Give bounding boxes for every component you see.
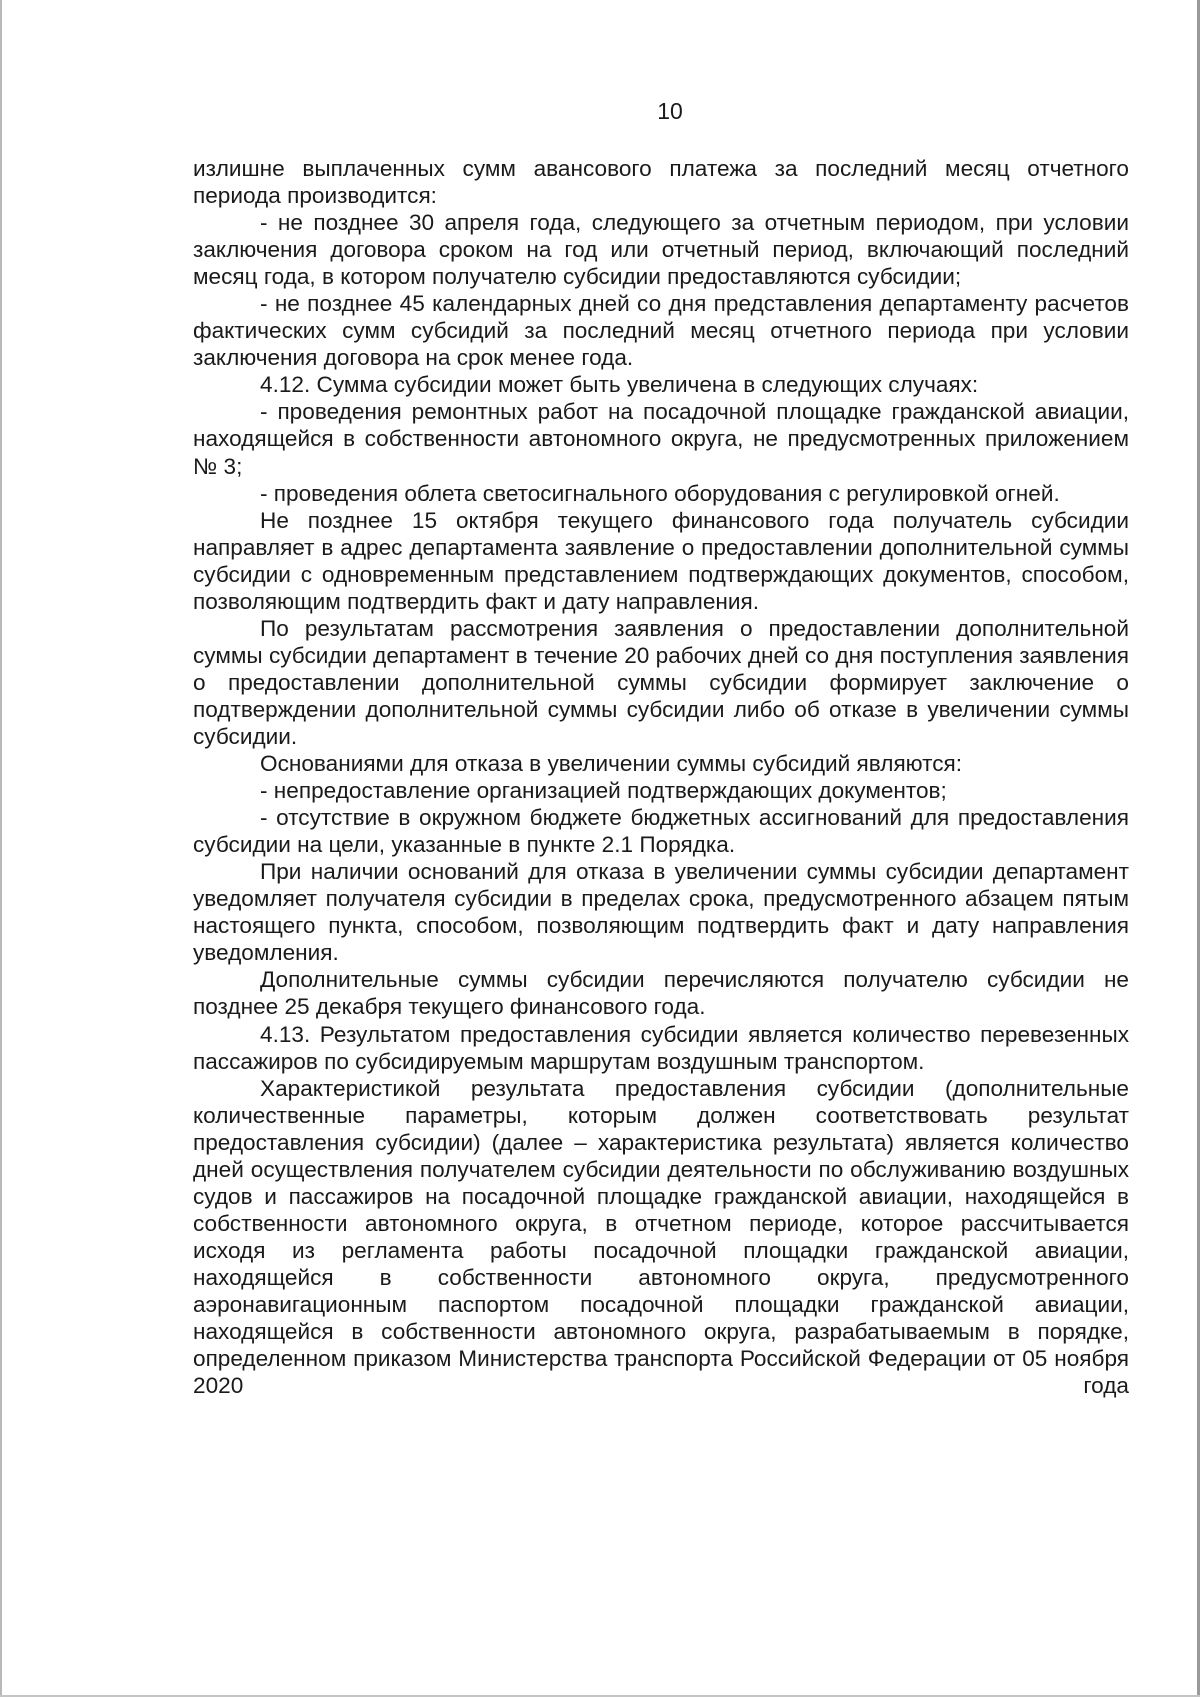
- paragraph-continuation: излишне выплаченных сумм авансового платежа за последний месяц отчетного периода производится:: [193, 156, 1129, 209]
- paragraph-deadline-45-days: - не позднее 45 календарных дней со дня представления департаменту расчетов фактических сумм субсидий за последний месяц отчетного периода при условии заключения договора на срок менее года.: [193, 291, 1129, 371]
- paragraph-refusal-grounds: Основаниями для отказа в увеличении суммы субсидий являются:: [260, 751, 963, 777]
- paragraph-result-characteristic: Характеристикой результата предоставления субсидии (дополнительные количественные параметры, которым должен соответствовать результат предоставления субсидии) (далее – характеристика результата) является количество дней осуществления получателем субсидии деятельности по обслуживанию воздушных судов и пассажиров на посадочной площадке гражданской авиации, находящейся в собственности автономного округа, в отчетном периоде, которое рассчитывается исходя из регламента работы посадочной площадки гражданской авиации, находящейся в собственности автономного округа, предусмотренного аэронавигационным паспортом посадочной площадки гражданской авиации, находящейся в собственности автономного округа, разрабатываемым в порядке, определенном приказом Министерства транспорта Российской Федерации от 05 ноября 2020 года: [193, 1075, 1129, 1399]
- scan-edge-left: [0, 0, 2, 1697]
- paragraph-additional-transfer: Дополнительные суммы субсидии перечисляются получателю субсидии не позднее 25 декабря текущего финансового года.: [193, 967, 1129, 1020]
- paragraph-refusal-notice: При наличии оснований для отказа в увеличении суммы субсидии департамент уведомляет получателя субсидии в пределах срока, предусмотренного абзацем пятым настоящего пункта, способом, позволяющим подтвердить факт и дату направления уведомления.: [193, 859, 1129, 966]
- page-number: 10: [657, 98, 683, 124]
- paragraph-clause-4-12: 4.12. Сумма субсидии может быть увеличена в следующих случаях:: [260, 372, 979, 398]
- paragraph-flight-check: - проведения облета светосигнального оборудования с регулировкой огней.: [260, 480, 1060, 506]
- paragraph-refusal-no-documents: - непредоставление организацией подтверждающих документов;: [260, 778, 947, 804]
- paragraph-repair-works: - проведения ремонтных работ на посадочной площадке гражданской авиации, находящейся в собственности автономного округа, не предусмотренных приложением № 3;: [193, 399, 1129, 479]
- paragraph-refusal-no-budget: - отсутствие в окружном бюджете бюджетных ассигнований для предоставления субсидии на цели, указанные в пункте 2.1 Порядка.: [193, 805, 1129, 858]
- document-body: [193, 155, 1129, 1399]
- paragraph-deadline-30-april: - не позднее 30 апреля года, следующего за отчетным периодом, при условии заключения договора сроком на год или отчетный период, включающий последний месяц года, в котором получателю субсидии предоставляются субсидии;: [193, 210, 1129, 290]
- paragraph-review-results: По результатам рассмотрения заявления о предоставлении дополнительной суммы субсидии департамент в течение 20 рабочих дней со дня поступления заявления о предоставлении дополнительной суммы субсидии формирует заключение о подтверждении дополнительной суммы субсидии либо об отказе в увеличении суммы субсидии.: [193, 615, 1129, 749]
- paragraph-clause-4-13: 4.13. Результатом предоставления субсидии является количество перевезенных пассажиров по субсидируемым маршрутам воздушным транспортом.: [193, 1021, 1129, 1074]
- paragraph-application-deadline: Не позднее 15 октября текущего финансового года получатель субсидии направляет в адрес департамента заявление о предоставлении дополнительной суммы субсидии с одновременным представлением подтверждающих документов, способом, позволяющим подтвердить факт и дату направления.: [193, 507, 1129, 614]
